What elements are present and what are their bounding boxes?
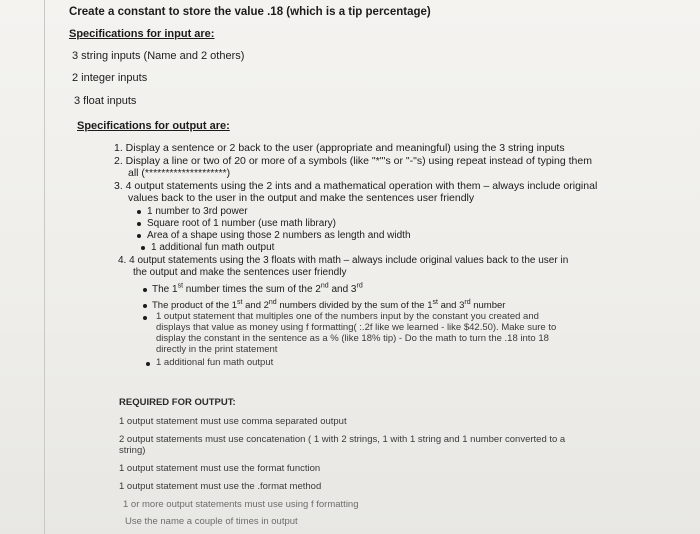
input-spec-item: 3 float inputs xyxy=(74,95,137,107)
output-item-3-bullet: 1 number to 3rd power xyxy=(147,206,248,217)
bullet-icon xyxy=(143,304,147,308)
output-item-4-bullet-2: The product of the 1st and 2nd numbers divided by the sum of the 1st and 3rd number xyxy=(152,298,506,311)
bullet-icon xyxy=(141,246,145,250)
required-heading: REQUIRED FOR OUTPUT: xyxy=(119,397,236,408)
output-item-4-bullet-4: 1 additional fun math output xyxy=(156,357,274,368)
output-item-4-bullet-3-line: display the constant in the sentence as a % (like 18% tip) - Do the math to turn the .18 into 18 xyxy=(156,333,549,344)
input-spec-heading: Specifications for input are: xyxy=(69,28,215,40)
output-item-3-bullet: Square root of 1 number (use math library) xyxy=(147,218,336,229)
output-item-4-line2: the output and make the sentences user friendly xyxy=(133,267,347,278)
input-spec-item: 2 integer inputs xyxy=(72,72,148,84)
output-item-1: 1. Display a sentence or 2 back to the user (appropriate and meaningful) using the 3 string inputs xyxy=(114,142,565,154)
required-line: 1 or more output statements must use using f formatting xyxy=(123,499,359,510)
output-item-3-bullet: Area of a shape using those 2 numbers as length and width xyxy=(147,230,411,241)
required-line: 1 output statement must use the format function xyxy=(119,463,321,474)
output-spec-heading: Specifications for output are: xyxy=(77,120,230,132)
assignment-title: Create a constant to store the value .18 (which is a tip percentage) xyxy=(69,6,431,18)
output-item-3-line1: 3. 4 output statements using the 2 ints and a mathematical operation with them – always include original xyxy=(114,180,598,192)
output-item-4-line1: 4. 4 output statements using the 3 floats with math – always include original values back to the user in xyxy=(118,255,569,266)
output-item-2-line2: all (********************) xyxy=(128,167,231,179)
input-spec-item: 3 string inputs (Name and 2 others) xyxy=(72,50,245,62)
output-item-3-line2: values back to the user in the output and make the sentences user friendly xyxy=(128,192,475,204)
output-item-4-bullet-3-line: displays that value as money using f formatting( :.2f like we learned - like $42.50). Make sure to xyxy=(156,322,557,333)
output-item-4-bullet-3-line: directly in the print statement xyxy=(156,344,278,355)
required-line: Use the name a couple of times in output xyxy=(125,516,298,527)
required-line: string) xyxy=(119,445,146,456)
bullet-icon xyxy=(137,222,141,226)
required-line: 1 output statement must use comma separated output xyxy=(119,416,347,427)
required-line: 1 output statement must use the .format method xyxy=(119,481,322,492)
bullet-icon xyxy=(137,234,141,238)
bullet-icon xyxy=(143,288,147,292)
output-item-3-bullet: 1 additional fun math output xyxy=(151,242,275,253)
bullet-icon xyxy=(143,316,147,320)
required-line: 2 output statements must use concatenation ( 1 with 2 strings, 1 with 1 string and 1 number converted to a xyxy=(119,434,566,445)
page-edge-divider xyxy=(44,0,45,534)
output-item-4-bullet-3-line: 1 output statement that multiples one of the numbers input by the constant you created and xyxy=(156,311,539,322)
bullet-icon xyxy=(146,362,150,366)
output-item-2-line1: 2. Display a line or two of 20 or more of a symbols (like "*"'s or "-"s) using repeat instead of typing them xyxy=(114,155,592,167)
output-item-4-bullet-1: The 1st number times the sum of the 2nd and 3rd xyxy=(152,282,363,295)
bullet-icon xyxy=(137,210,141,214)
